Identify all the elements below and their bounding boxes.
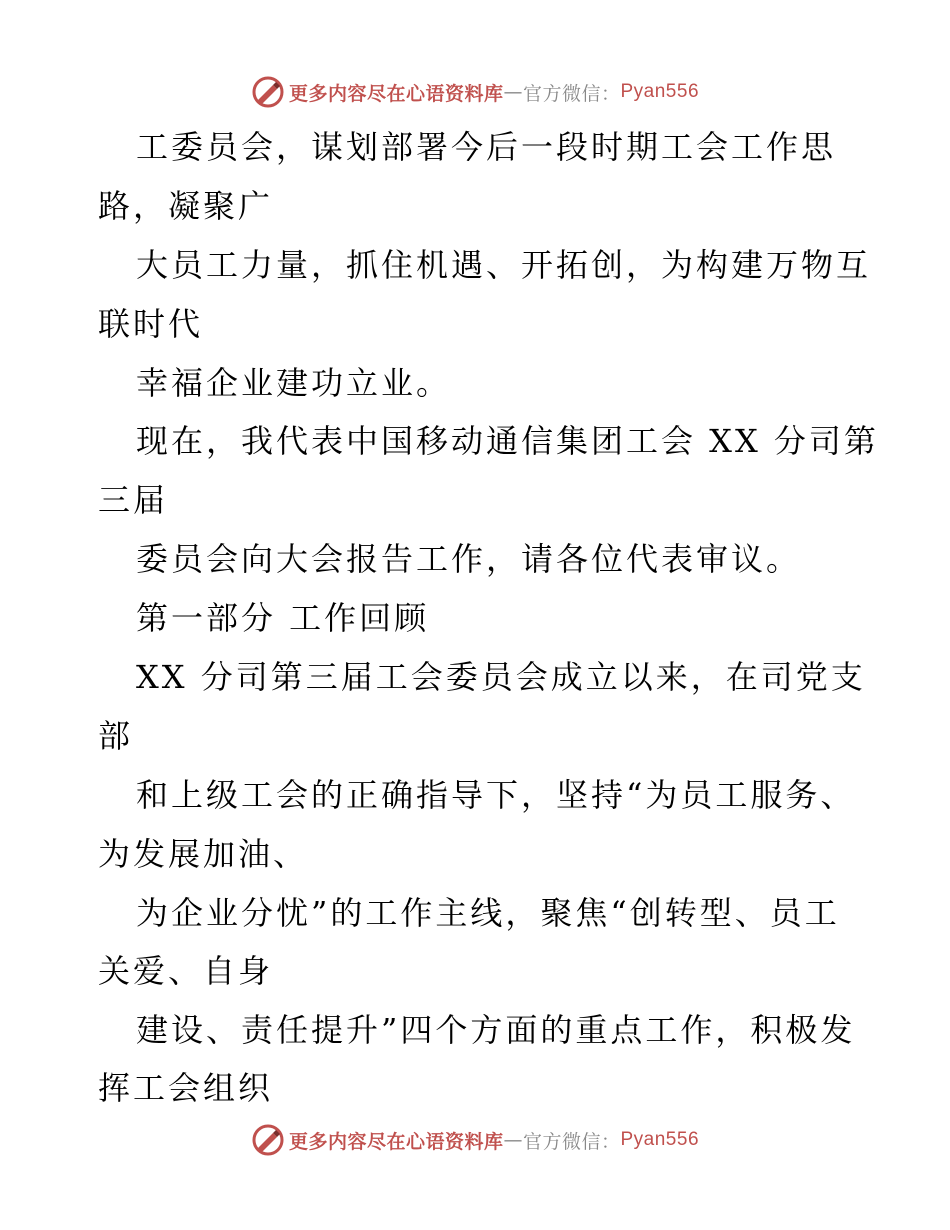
watermark-banner-bottom xyxy=(0,1120,950,1160)
watermark-banner-top xyxy=(0,72,950,112)
text-line: 工委员会，谋划部署今后一段时期工会工作思 xyxy=(136,128,837,166)
section-heading: 第一部分 工作回顾 xyxy=(136,599,430,637)
text-line: 和上级工会的正确指导下，坚持“为员工服务、 xyxy=(136,776,856,814)
text-line: 三届 xyxy=(98,481,169,519)
watermark-main-text: 更多内容尽在心语资料库 xyxy=(288,82,504,105)
text-line: 部 xyxy=(98,717,134,755)
text-line: 现在，我代表中国移动通信集团工会 XX 分司第 xyxy=(136,422,879,460)
text-line: 联时代 xyxy=(98,305,204,343)
text-line: XX 分司第三届工会委员会成立以来，在司党支 xyxy=(136,658,866,696)
watermark-id-text: Pyan556 xyxy=(620,81,700,102)
text-line: 大员工力量，抓住机遇、开拓创，为构建万物互 xyxy=(136,246,872,284)
text-line: 路，凝聚广 xyxy=(98,187,274,225)
watermark-id-text: Pyan556 xyxy=(620,1129,700,1150)
text-line: 幸福企业建功立业。 xyxy=(136,364,452,402)
text-line: 建设、责任提升”四个方面的重点工作，积极发 xyxy=(136,1011,856,1049)
watermark-main-text: 更多内容尽在心语资料库 xyxy=(288,1130,504,1153)
pen-logo-icon xyxy=(251,1123,285,1157)
text-line: 为企业分忧”的工作主线，聚焦“创转型、员工 xyxy=(136,894,840,932)
watermark-sub-text: 官方微信： xyxy=(522,1130,621,1153)
pen-logo-icon xyxy=(251,75,285,109)
text-line: 挥工会组织 xyxy=(98,1069,274,1107)
watermark-dash: — xyxy=(503,1129,523,1151)
text-line: 关爱、自身 xyxy=(98,952,274,990)
watermark-sub-text: 官方微信： xyxy=(522,82,621,105)
text-line: 委员会向大会报告工作，请各位代表审议。 xyxy=(136,540,802,578)
watermark-dash: — xyxy=(503,81,523,103)
text-line: 为发展加油、 xyxy=(98,835,309,873)
